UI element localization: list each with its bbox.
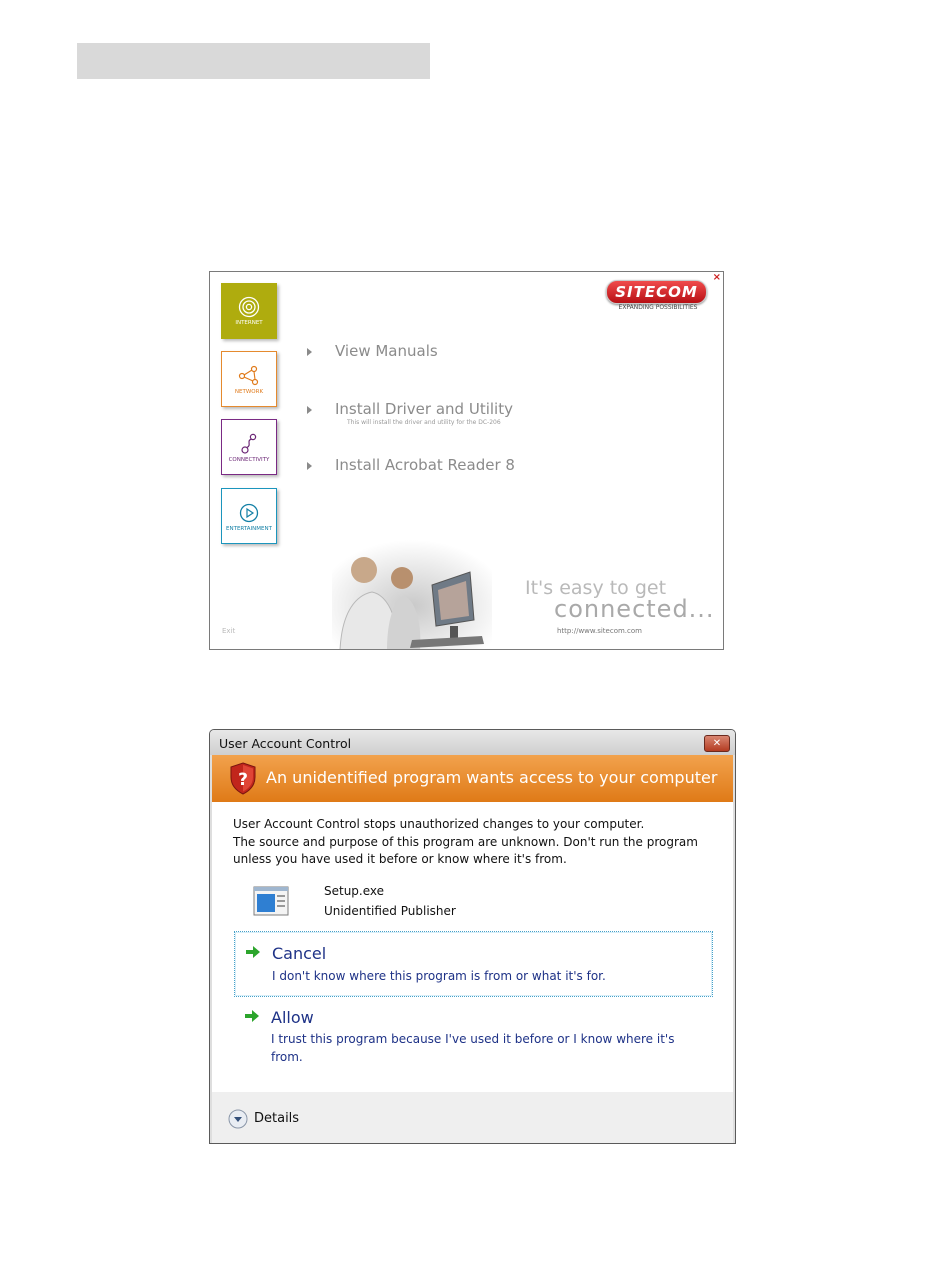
menu-label: Install Acrobat Reader 8 (335, 456, 515, 474)
option-title: Allow (271, 1008, 314, 1027)
uac-titlebar (210, 730, 735, 755)
arrow-right-icon (307, 348, 312, 356)
uac-message (233, 816, 728, 869)
arrow-right-icon (307, 406, 312, 414)
uac-dialog (209, 729, 736, 1144)
tile-entertainment[interactable] (221, 488, 277, 544)
option-title: Cancel (272, 944, 327, 963)
details-button[interactable]: Details (254, 1111, 300, 1126)
exit-link[interactable]: Exit (222, 627, 236, 635)
connectivity-icon (238, 433, 260, 455)
uac-body (212, 802, 733, 1092)
window-title: User Account Control (219, 736, 352, 751)
people-at-computer-photo (332, 540, 492, 650)
message-line: User Account Control stops unauthorized changes to your computer. (233, 817, 645, 831)
tile-connectivity[interactable] (221, 419, 277, 475)
tile-label: NETWORK (234, 389, 264, 395)
tile-label: ENTERTAINMENT (226, 526, 272, 532)
option-description: I don't know where this program is from or what it's for. (272, 969, 606, 983)
tile-label: INTERNET (235, 320, 263, 326)
chevron-down-icon[interactable] (228, 1109, 248, 1129)
option-description: I trust this program because I've used it before or I know where it's from. (271, 1032, 675, 1064)
tile-label: CONNECTIVITY (228, 457, 270, 463)
tile-network[interactable] (221, 351, 277, 407)
allow-option[interactable] (234, 998, 711, 1070)
close-button[interactable]: ✕ (704, 735, 730, 752)
green-arrow-icon (245, 945, 261, 959)
message-line: The source and purpose of this program are unknown. Don't run the program unless you have used it before or know where it's from. (233, 834, 698, 866)
program-name: Setup.exe (324, 884, 385, 898)
menu-label: View Manuals (335, 342, 438, 360)
website-link[interactable]: http://www.sitecom.com (557, 627, 642, 635)
internet-icon (238, 296, 260, 318)
green-arrow-icon (244, 1009, 260, 1023)
menu-sublabel: This will install the driver and utility for the DC-206 (347, 419, 501, 426)
sitecom-logo: SITECOM (606, 280, 707, 304)
brand-tagline: EXPANDING POSSIBILITIES (618, 304, 698, 311)
close-icon[interactable]: × (712, 272, 721, 283)
header-bar (77, 43, 430, 79)
cancel-option[interactable] (234, 931, 713, 997)
uac-footer (212, 1092, 733, 1143)
svg-text:?: ? (238, 770, 248, 790)
sitecom-installer-window (209, 271, 724, 650)
banner-text: An unidentified program wants access to your computer (266, 768, 718, 787)
arrow-right-icon (307, 462, 312, 470)
program-publisher: Unidentified Publisher (324, 904, 456, 918)
network-icon (238, 365, 260, 387)
play-icon (238, 502, 260, 524)
shield-warning-icon (229, 762, 257, 795)
slogan-line2: connected... (554, 595, 715, 623)
warning-banner (212, 755, 733, 802)
slogan-line1: It's easy to get (525, 577, 667, 599)
menu-label: Install Driver and Utility (335, 400, 513, 418)
program-icon (253, 886, 289, 916)
tile-internet[interactable] (221, 283, 277, 339)
